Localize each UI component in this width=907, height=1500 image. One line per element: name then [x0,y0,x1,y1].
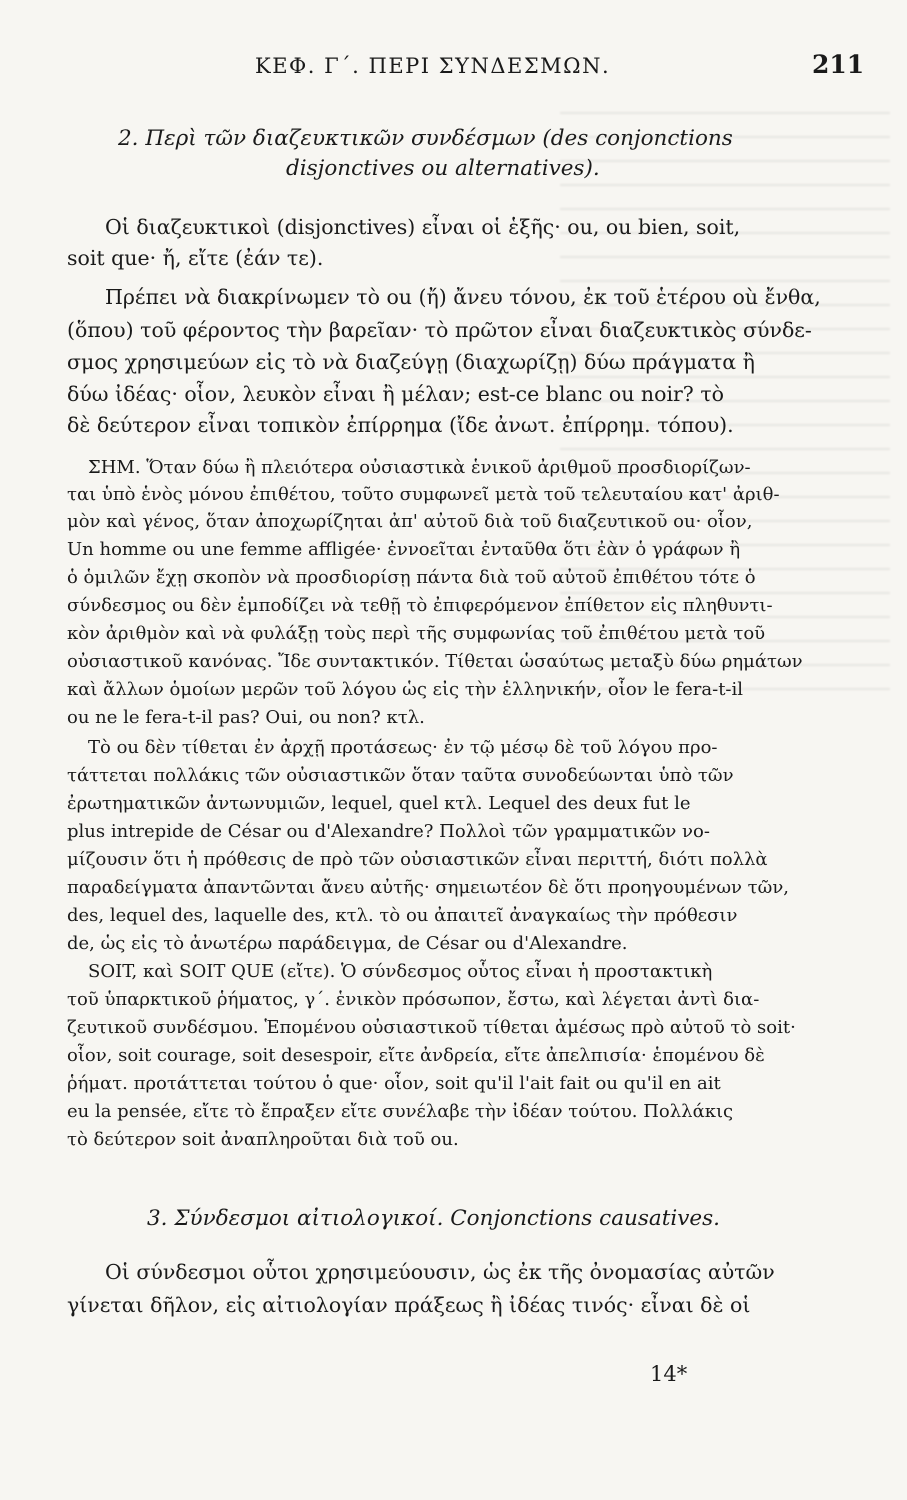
note-line: Un homme ou une femme affligée· ἐννοεῖται ἐνταῦθα ὅτι ἐὰν ὁ γράφων ἢ [67,539,741,560]
note-line: SOIT, καὶ SOIT QUE (εἴτε). Ὁ σύνδεσμος οὗτος εἶναι ἡ προστακτικὴ [88,961,713,982]
section-heading-line: 3. Σύνδεσμοι αἰτιολογικοί. Conjonctions causatives. [147,1206,720,1231]
note-line: σύνδεσμος ou δὲν ἐμποδίζει νὰ τεθῇ τὸ ἐπιφερόμενον ἐπίθετον εἰς πληθυντι- [67,595,773,616]
running-head: ΚΕΦ. Γ΄. ΠΕΡΙ ΣΥΝΔΕΣΜΩΝ. [255,54,611,78]
note-line: ΣΗΜ. Ὅταν δύω ἢ πλειότερα οὐσιαστικὰ ἑνικοῦ ἀριθμοῦ προσδιορίζων- [88,457,751,478]
note-line: Τὸ ou δὲν τίθεται ἐν ἀρχῇ προτάσεως· ἐν τῷ μέσῳ δὲ τοῦ λόγου προ- [88,737,718,758]
body-line: soit que· ἤ, εἴτε (ἐάν τε). [67,246,324,270]
body-line: σμος χρησιμεύων εἰς τὸ νὰ διαζεύγῃ (διαχωρίζῃ) δύω πράγματα ἢ [67,350,755,374]
section-heading-line: 2. Περὶ τῶν διαζευκτικῶν συνδέσμων (des conjonctions [118,126,733,151]
note-line: παραδείγματα ἀπαντῶνται ἄνευ αὐτῆς· σημειωτέον δὲ ὅτι προηγουμένων τῶν, [67,877,789,898]
body-line: δὲ δεύτερον εἶναι τοπικὸν ἐπίρρημα (ἴδε ἀνωτ. ἐπίρρημ. τόπου). [67,413,734,437]
note-line: des, lequel des, laquelle des, κτλ. τὸ ou ἀπαιτεῖ ἀναγκαίως τὴν πρόθεσιν [67,905,738,926]
note-line: μὸν καὶ γένος, ὅταν ἀποχωρίζηται ἀπ' αὐτοῦ διὰ τοῦ διαζευτικοῦ ou· οἷον, [67,511,753,532]
note-line: τοῦ ὑπαρκτικοῦ ῥήματος, γ΄. ἑνικὸν πρόσωπον, ἔστω, καὶ λέγεται ἀντὶ δια- [67,989,760,1010]
body-line: Οἱ διαζευκτικοὶ (disjonctives) εἶναι οἱ ἑξῆς· ou, ou bien, soit, [105,215,741,239]
note-line: ὁ ὁμιλῶν ἔχῃ σκοπὸν νὰ προσδιορίσῃ πάντα διὰ τοῦ αὐτοῦ ἐπιθέτου τότε ὁ [67,567,756,588]
body-line: (ὅπου) τοῦ φέροντος τὴν βαρεῖαν· τὸ πρῶτον εἶναι διαζευκτικὸς σύνδε- [67,318,812,342]
note-line: μίζουσιν ὅτι ἡ πρόθεσις de πρὸ τῶν οὐσιαστικῶν εἶναι περιττή, διότι πολλὰ [67,849,768,870]
note-line: ῥήματ. προτάττεται τούτου ὁ que· οἷον, soit qu'il l'ait fait ou qu'il en ait [67,1073,721,1094]
section-heading-line: disjonctives ou alternatives). [286,156,600,181]
body-line: Οἱ σύνδεσμοι οὗτοι χρησιμεύουσιν, ὡς ἐκ τῆς ὀνομασίας αὐτῶν [105,1260,775,1284]
page-number: 211 [812,50,865,79]
note-line: eu la pensée, εἴτε τὸ ἔπραξεν εἴτε συνέλαβε τὴν ἰδέαν τούτου. Πολλάκις [67,1101,734,1122]
signature-mark: 14* [650,1362,688,1386]
body-line: δύω ἰδέας· οἷον, λευκὸν εἶναι ἢ μέλαν; est-ce blanc ou noir? τὸ [67,382,725,406]
note-line: ou ne le fera-t-il pas? Oui, ou non? κτλ. [67,707,425,728]
note-line: οἷον, soit courage, soit desespoir, εἴτε ἀνδρεία, εἴτε ἀπελπισία· ἑπομένου δὲ [67,1045,765,1066]
note-line: ται ὑπὸ ἑνὸς μόνου ἐπιθέτου, τοῦτο συμφωνεῖ μετὰ τοῦ τελευταίου κατ' ἀριθ- [67,484,780,505]
note-line: τὸ δεύτερον soit ἀναπληροῦται διὰ τοῦ ou. [67,1129,459,1150]
body-line: Πρέπει νὰ διακρίνωμεν τὸ ou (ἤ) ἄνευ τόνου, ἐκ τοῦ ἑτέρου où ἔνθα, [105,285,821,309]
note-line: οὐσιαστικοῦ κανόνας. Ἴδε συντακτικόν. Τίθεται ὡσαύτως μεταξὺ δύω ρημάτων [67,651,803,672]
note-line: ζευτικοῦ συνδέσμου. Ἑπομένου οὐσιαστικοῦ τίθεται ἀμέσως πρὸ αὐτοῦ τὸ soit· [67,1017,796,1038]
note-line: καὶ ἄλλων ὁμοίων μερῶν τοῦ λόγου ὡς εἰς τὴν ἑλληνικήν, οἷον le fera-t-il [67,679,744,700]
note-line: de, ὡς εἰς τὸ ἀνωτέρω παράδειγμα, de César ou d'Alexandre. [67,933,628,954]
note-line: plus intrepide de César ou d'Alexandre? Πολλοὶ τῶν γραμματικῶν νο- [67,821,710,842]
note-line: κὸν ἀριθμὸν καὶ νὰ φυλάξῃ τοὺς περὶ τῆς συμφωνίας τοῦ ἐπιθέτου μετὰ τοῦ [67,623,766,644]
body-line: γίνεται δῆλον, εἰς αἰτιολογίαν πράξεως ἢ ἰδέας τινός· εἶναι δὲ οἱ [67,1293,751,1317]
note-line: ἐρωτηματικῶν ἀντωνυμιῶν, lequel, quel κτλ. Lequel des deux fut le [67,793,691,814]
note-line: τάττεται πολλάκις τῶν οὐσιαστικῶν ὅταν ταῦτα συνοδεύωνται ὑπὸ τῶν [67,765,734,786]
